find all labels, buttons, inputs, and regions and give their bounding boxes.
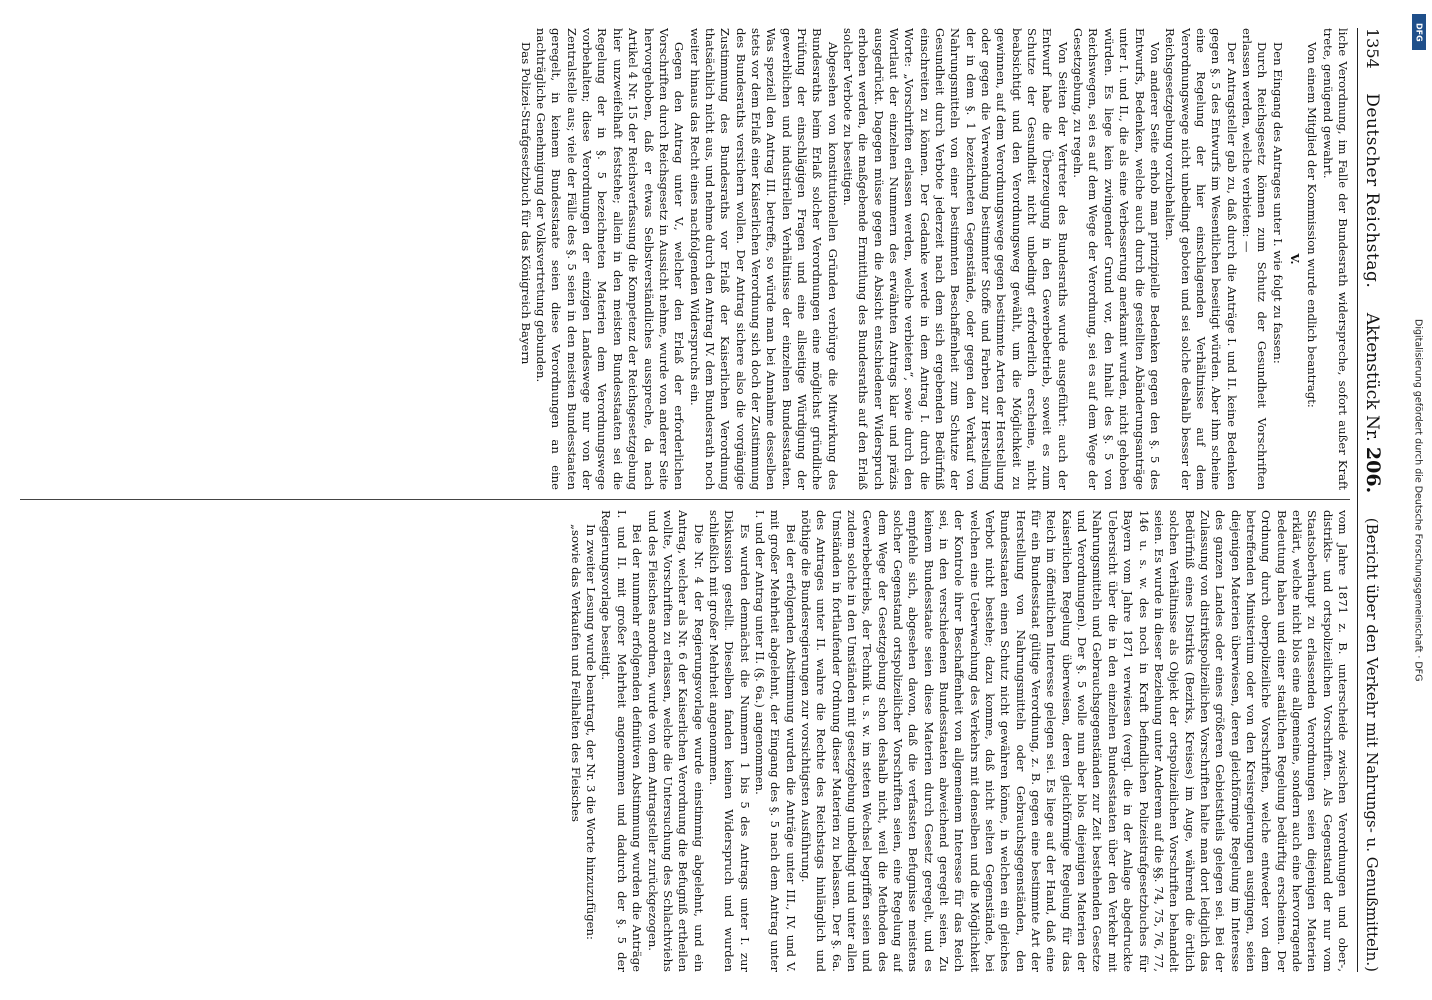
paragraph: Bei der nunmehr erfolgenden definitiven Abstimmung wurden die Anträge I. und II. mit großer Mehrheit angenommen und dadurch der §. 5 der Regierungsvorlage beseitigt. <box>599 510 645 972</box>
paragraph: In zweiter Lesung wurde beantragt, der Nr. 3 die Worte hinzuzufügen: <box>584 524 599 940</box>
page-number: 1354 <box>1363 28 1382 69</box>
paragraph: Die Nr. 4 der Regierungsvorlage wurde einstimmig abgelehnt, und ein Antrag, welcher als Nr. 6 der Kaiserlichen Verordnung die Befugniß ertheilen wollte, Vorschriften zu erlassen, welche die Untersuchung des Schlachtviehs und des Fleisches anordnen, wurde von dem Antragsteller zurückgezogen. <box>645 510 706 972</box>
publication-title: Deutscher Reichstag. <box>1362 93 1382 289</box>
report-title: (Bericht über den Verkehr mit Nahrungs- u. Genußmitteln.) <box>1363 517 1381 972</box>
funding-note-text: Digitalisierung gefördert durch die Deutsche Forschungsgemeinschaft · DFG <box>1412 318 1424 682</box>
paragraph: Bei der erfolgenden Abstimmung wurden die Anträge unter III., IV. und V. mit großer Mehrheit abgelehnt, der Eingang des §. 5 nach dem Antrag unter I. und der Antrag unter II. (§. 6a.) angenommen. <box>752 510 798 972</box>
document-number-value: 206. <box>1362 446 1384 494</box>
paragraph: Es wurden demnächst die Nummern 1 bis 5 des Antrags unter I. zur Diskussion gestellt. Dieselben fanden keinen Widerspruch und wurden schließlich mit großer Mehrheit angenommen. <box>706 510 752 972</box>
paragraph: liche Verordnung, im Falle der Bundesrath widerspreche, sofort außer Kraft trete, genügend gewahrt. <box>1320 28 1350 490</box>
page-header <box>1357 28 1384 972</box>
document-label: Aktenstück Nr. <box>1362 312 1382 442</box>
paragraph: Der Antragsteller gab zu, daß durch die Anträge I. und II. keine Bedenken gegen §. 5 des Entwurfs im Wesentlichen beseitigt würden. Aber ihm scheine eine Regelung der hier einschlagenden Verhältnisse auf dem Verordnungswege nicht unbedingt geboten und sei solche deshalb besser der Reichsgesetzgebung vorzubehalten. <box>1163 28 1239 490</box>
paragraph: Von einem Mitglied der Kommission wurde endlich beantragt: <box>1305 42 1320 408</box>
paragraph: Den Eingang des Antrages unter I. wie folgt zu fassen: <box>1270 42 1285 364</box>
paragraph: Durch Reichsgesetz können zum Schutz der Gesundheit Vorschriften erlassen werden, welche verbieten: — <box>1239 28 1270 490</box>
paragraph: „sowie das Verkaufen und Feilhalten des Fleisches <box>568 524 583 822</box>
paragraph: Das Polizei-Strafgesetzbuch für das Königreich Bayern <box>518 42 533 365</box>
dfg-logo: DFG <box>1412 14 1426 50</box>
paragraph: Von anderer Seite erhob man prinzipielle Bedenken gegen den §. 5 des Entwurfs, Bedenken, welche auch durch die gestellten Abänderungsanträge unter I. und II., die als eine Verbesserung anerkannt wurden, nicht gehoben würden. Es liege kein zwingender Grund vor, den Inhalt des §. 5 von Reichswegen, sei es auf dem Wege der Verordnung, sei es auf dem Wege der Gesetzgebung, zu regeln. <box>1071 28 1162 490</box>
funding-note <box>1408 0 1428 1000</box>
document-number <box>1362 313 1384 493</box>
paragraph: vom Jahre 1871 z. B. unterscheide zwischen Verordnungen und ober-, distrikts- und ortspolizeilichen Vorschriften. Als Gegenstand der nur vom Staatsoberhaupt zu erlassenden Verordnungen seien diejenigen Materien erklärt, welche nicht blos eine allgemeine, sondern auch eine hervorragende Bedeutung haben und einer staatlichen Regelung bedürftig erscheinen. Der Ordnung durch oberpolizeiliche Vorschriften, welche entweder von dem betreffenden Ministerium oder von den Kreisregierungen ausgingen, seien diejenigen Materien überwiesen, deren gleichförmige Regelung im Interesse des ganzen Landes oder eines größeren Gebietstheils gelegen sei. Bei der Zulassung von distriktspolizeilichen Vorschriften halte man dort lediglich das Bedürfniß eines Distrikts (Bezirks, Kreises) im Auge, während die örtlich solchen Verhältnisse als Objekt der ortspolizeilichen Vorschriften behandelt seien. Es wurde in dieser Beziehung unter Anderem auf die §§. 74, 75, 76, 77, 146 u. s. w. des noch in Kraft befindlichen Polizeistrafgesetzbuches für Bayern vom Jahre 1871 verwiesen (vergl. die in der Anlage abgedruckte Uebersicht über die in den einzelnen Bundesstaaten über den Verkehr mit Nahrungsmitteln und Gebrauchsgegenständen zur Zeit bestehenden Gesetze und Verordnungen). Der §. 5 wolle nun aber blos diejenigen Materien der Kaiserlichen Regelung überweisen, deren gleichförmige Regelung für das Reich im öffentlichen Interesse gelegen sei. Es liege auf der Hand, daß eine für ein Bundesstaat gültige Verordnung, z. B. gegen eine bestimmte Art der Herstellung von Nahrungsmitteln oder Gebrauchsgegenständen, den Bundesstaaten einen Schutz nicht gewähren könne, in welchen ein gleiches Verbot nicht bestehe; dazu komme, daß nicht selten Gegenstände, bei welchen eine Ueberwachung des Verkehrs mit denselben und die Möglichkeit der Kontrole ihrer Beschaffenheit von allgemeinem Interesse für das Reich sei, in den verschiedenen Bundesstaaten abweichend geregelt seien. Zu keinem Bundesstaate seien diese Materien durch Gesetz geregelt, und es empfehle sich, abgesehen davon, daß die verfassten Befugnisse meistens solcher Gegenstand ortspolizeilicher Vorschriften seien, eine Regelung auf dem Wege der Gesetzgebung schon deshalb nicht, weil die Methoden des Gewerbebetriebs, der Technik u. s. w. im steten Wechsel begriffen seien und zudem solche in den Umständen mit gesetzgebung unbedingt und unter allen Umständen in fortlaufender Ordnung dieser Materien zu belassen. Der §. 6a. des Antrages unter II. wahre die Rechte des Reichstags hinlänglich und nöthige die Bundesregierungen zur vorsichtigsten Ausführung. <box>798 510 1350 972</box>
paragraph: Gegen den Antrag unter V., welcher den Erlaß der erforderlichen Vorschriften durch Reichsgesetz in Aussicht nehme, wurde von anderer Seite hervorgehoben, daß er etwas Selbstverständliches ausspreche, da nach Artikel 4 Nr. 15 der Reichsverfassung die Kompetenz der Reichsgesetzgebung hier unzweifelhaft feststehe; allein in den meisten Bundesstaaten sei die Regelung der in §. 5 bezeichneten Materien dem Verordnungswege vorbehalten; diese Verordnungen der einzigen Landeswege nur von der Zentralstelle aus; viele der Fälle des §. 5 seien in den meisten Bundesstaaten geregelt, in keinem Bundesstaate seien diese Verordnungen an eine nachträgliche Genehmigung der Volksvertretung gebunden. <box>534 28 687 490</box>
paragraph: Abgesehen von konstitutionellen Gründen verbürge die Mitwirkung des Bundesraths beim Erlaß solcher Verordnungen eine möglichst gründliche Prüfung der einschlägigen Fragen und eine allseitige Würdigung der gewerblichen und industriellen Verhältnisse der einzelnen Bundesstaaten. Was speziell den Antrag III. betreffe, so würde man bei Annahme desselben stets vor dem Erlaß einer Kaiserlichen Verordnung sich doch der Zustimmung des Bundesraths versichern wollen. Der Antrag sichere also die vorgängige Zustimmung des Bundesraths vor Erlaß der Kaiserlichen Verordnung thatsächlich nicht aus, und nehme durch den Antrag IV. dem Bundesrath noch weiter hinaus das Recht eines nachfolgenden Widerspruchs ein. <box>687 28 840 490</box>
right-column <box>20 510 1350 972</box>
section-heading: V. <box>1287 253 1302 265</box>
paragraph: Von Seiten der Vertreter des Bundesraths wurde ausgeführt: auch der Entwurf habe die Überzeugung in den Gewerbebetrieb, soweit es zum Schutze der Gesundheit nicht unbedingt erforderlich erscheine, nicht beabsichtigt und den Verordnungsweg gewählt, um die Möglichkeit zu gewinnen, auf dem Verordnungswege gegen bestimmte Arten der Herstellung oder gegen die Verwendung bestimmter Stoffe und Farben zur Herstellung der in dem §. 1 bezeichneten Gegenstände, oder gegen den Verkauf von Nahrungsmitteln von einer bestimmten Beschaffenheit zum Schutze der Gesundheit durch Verbote jederzeit nach dem sich ergebenden Bedürfniß einschreiten zu können. Der Gedanke werde in dem Antrag I. durch die Worte: „Vorschriften erlassen werden, welche verbieten“, sowie durch den Wortlaut der einzelnen Nummern des erwähnten Antrags klar und präzis ausgedrückt. Dagegen müsse gegen die Absicht entschiedener Widerspruch erhoben werden, die maßgebende Ermittlung des Bundesraths auf den Erlaß solcher Verbote zu beseitigen. <box>841 28 1070 490</box>
left-column <box>20 28 1350 490</box>
column-divider <box>20 499 1350 500</box>
